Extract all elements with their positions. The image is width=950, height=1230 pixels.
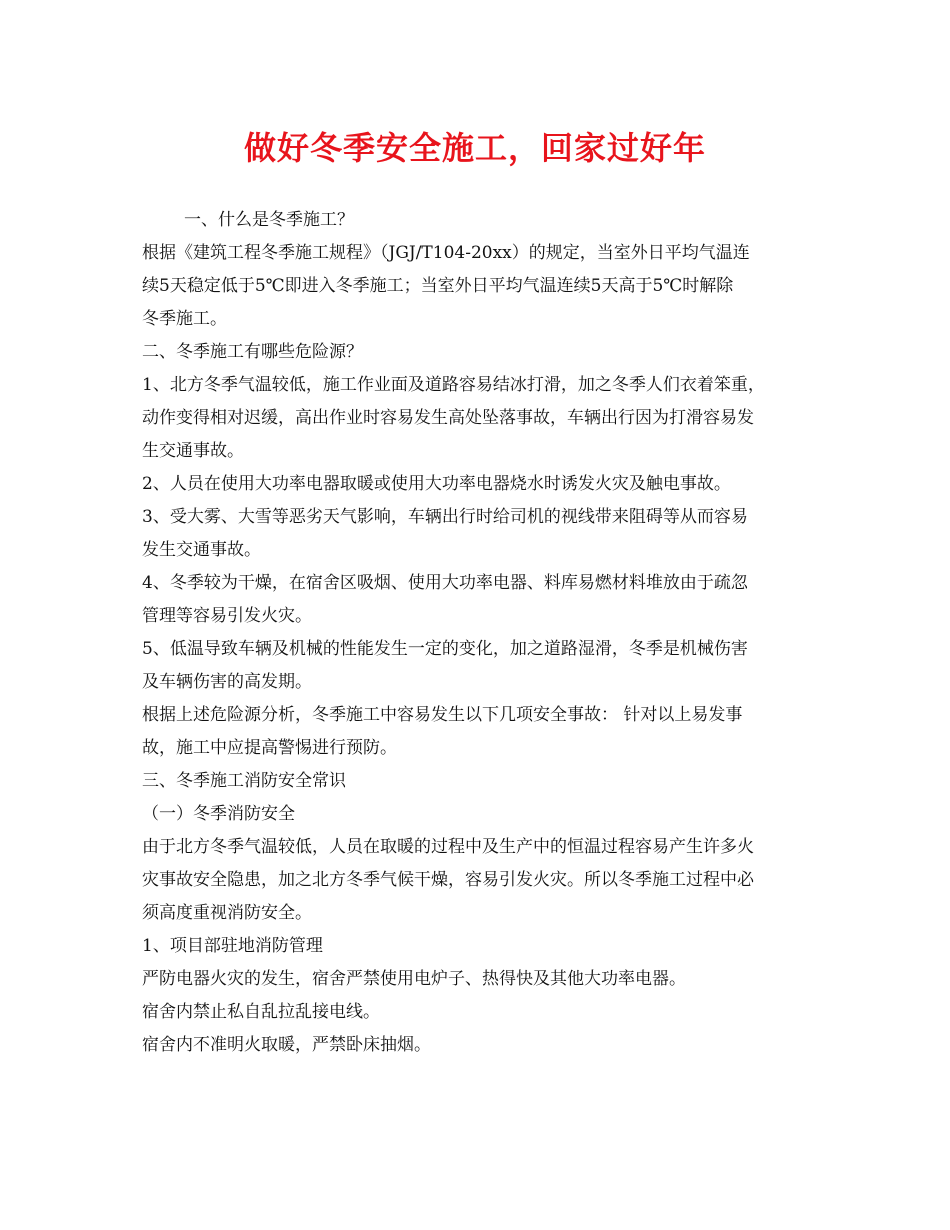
paragraph-line: 生交通事故。	[142, 441, 244, 461]
document-title: 做好冬季安全施工，回家过好年	[243, 129, 706, 167]
paragraph-line: 宿舍内禁止私自乱拉乱接电线。	[142, 1002, 380, 1022]
paragraph-line: 4、冬季较为干燥，在宿舍区吸烟、使用大功率电器、料库易燃材料堆放由于疏忽	[142, 573, 748, 593]
paragraph-line: 根据《建筑工程冬季施工规程》（JGJ/T104-20xx）的规定，当室外日平均气温连	[142, 243, 750, 263]
paragraph-line: 动作变得相对迟缓，高出作业时容易发生高处坠落事故，车辆出行因为打滑容易发	[142, 408, 754, 428]
paragraph-line: 须高度重视消防安全。	[142, 903, 312, 923]
paragraph-line: 故，施工中应提高警惕进行预防。	[142, 738, 397, 758]
paragraph-line: 冬季施工。	[142, 309, 227, 329]
paragraph-line: 根据上述危险源分析，冬季施工中容易发生以下几项安全事故： 针对以上易发事	[142, 705, 743, 725]
subsection-heading: （一）冬季消防安全	[142, 804, 295, 824]
section-heading-2: 二、冬季施工有哪些危险源？	[142, 342, 363, 362]
paragraph-line: 宿舍内不准明火取暖，严禁卧床抽烟。	[142, 1035, 431, 1055]
paragraph-line: 由于北方冬季气温较低，人员在取暖的过程中及生产中的恒温过程容易产生许多火	[142, 837, 754, 857]
list-heading: 1、项目部驻地消防管理	[142, 936, 323, 956]
paragraph-line: 灾事故安全隐患，加之北方冬季气候干燥，容易引发火灾。所以冬季施工过程中必	[142, 870, 754, 890]
section-heading-1: 一、什么是冬季施工？	[184, 210, 354, 230]
paragraph-line: 3、受大雾、大雪等恶劣天气影响，车辆出行时给司机的视线带来阻碍等从而容易	[142, 507, 748, 527]
paragraph-line: 管理等容易引发火灾。	[142, 606, 312, 626]
paragraph-line: 发生交通事故。	[142, 540, 261, 560]
paragraph-line: 续5天稳定低于5℃即进入冬季施工；当室外日平均气温连续5天高于5℃时解除	[142, 276, 734, 296]
paragraph-line: 5、低温导致车辆及机械的性能发生一定的变化，加之道路湿滑，冬季是机械伤害	[142, 639, 748, 659]
paragraph-line: 2、人员在使用大功率电器取暖或使用大功率电器烧水时诱发火灾及触电事故。	[142, 474, 731, 494]
section-heading-3: 三、冬季施工消防安全常识	[142, 771, 346, 791]
paragraph-line: 及车辆伤害的高发期。	[142, 672, 312, 692]
paragraph-line: 严防电器火灾的发生，宿舍严禁使用电炉子、热得快及其他大功率电器。	[142, 969, 686, 989]
document-body	[142, 204, 822, 1062]
paragraph-line: 1、北方冬季气温较低，施工作业面及道路容易结冰打滑，加之冬季人们衣着笨重，	[142, 375, 765, 395]
